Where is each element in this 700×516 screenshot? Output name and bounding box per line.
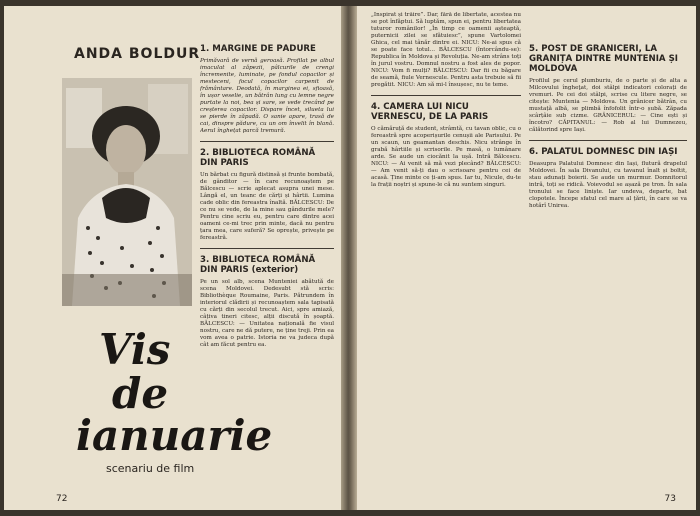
- author-photo: [62, 78, 192, 306]
- film-title-line-3: ianuarie: [76, 411, 273, 460]
- right-page: [357, 6, 696, 510]
- section-heading: 4. CAMERA LUI NICU VERNESCU, DE LA PARIS: [371, 102, 489, 122]
- film-title-line-2: de: [112, 369, 169, 418]
- section-heading: 3. BIBLIOTECA ROMÂNĂ DIN PARIS (exterior): [200, 255, 316, 275]
- right-text-column-2: [529, 44, 687, 492]
- section-body: Un bărbat cu figură distinsă și frunte bombată, de gânditor — în care recunoaștem pe Bălcescu — scrie aplecat asupra unei mese. Lângă el, un teanc de cărți și hârtii. Lumina cade oblic din fereastra înaltă. BĂLCESCU: De ce nu se vede, de la mine sau gândurile mele? Pentru cine scriu eu, pentru care dintre acei oameni ce-mi trec prin minte, dacă nu pentru țara mea, care suferă? Se oprește, privește pe fereastră.: [200, 172, 334, 241]
- section-divider: [529, 140, 687, 141]
- section-heading: 1. MARGINE DE PĂDURE: [200, 44, 316, 54]
- section-heading: 6. PALATUL DOMNESC DIN IAȘI: [529, 147, 678, 157]
- section-heading: 2. BIBLIOTECA ROMÂNĂ DIN PARIS: [200, 148, 316, 168]
- section-divider: [371, 95, 521, 96]
- film-title-line-1: Vis: [99, 325, 171, 374]
- right-text-column-1: [371, 12, 521, 488]
- author-name: ANDA BOLDUR: [74, 46, 201, 62]
- section-body: Deasupra Palatului Domnesc din Iași, flutură drapelul Moldovei. În sala Divanului, cu tavanul înalt și boltit, stau adunați boierii. Se aude un murmur. Domnitorul intră, toți se ridică. Voievodul se așază pe tron. În sala tronului se face liniște. Iar undeva, departe, bat clopotele. Începe sfatul cel mare al țării, în care se va hotărî Unirea.: [529, 161, 687, 209]
- section-body: O cămăruță de student, strâmtă, cu tavan oblic, cu o fereastră spre acoperișurile cenușii ale Parisului. Pe un scaun, un geamantan deschis. Nicu strânge în grabă hârtiile și scrisorile. Pe masă, o lumânare arde. Se aude un ciocănit la ușă. Intră Bălcescu. NICU: — Ai venit să mă vezi plecând? BĂLCESCU: — Am venit să-ți dau o scrisoare pentru cei de acasă. Ține minte ce ți-am spus. Iar tu, Nicule, du-te la frații noștri și spune-le că nu suntem singuri.: [371, 126, 521, 188]
- section-body: „Inspirat și trăire”. Dar, fără de libertate, acestea nu se pot înfăptui. Să luptăm, spun ei, pentru libertatea tuturor românilor! „În timp ce oamenii așteaptă, puternicii zilei se sfătuiesc”, spune Vartolomei Ghica, cel mai tânăr dintre ei. NICU: Ne-ai spus că se poate face totul... BĂLCESCU (întorcându-se): Republica în Moldova și Revoluția. Ne-am strâns toți în jurul vostru. Domnul nostru a fost ales de popor. NICU: Vom fi mulți? BĂLCESCU: Dar fii cu băgare de seamă, fiule Vernescule. Pentru asta trebuie să fii pregătit. NICU: Am să mi-l însușesc, nu te teme.: [371, 12, 521, 88]
- portrait-illustration: [62, 78, 192, 306]
- film-subtitle: scenariu de film: [106, 462, 195, 475]
- book-gutter: [341, 6, 357, 510]
- section-body: Profilul pe cerul plumburiu, de o parte și de alta a Milcovului îngheţat, doi stâlpi indicatori colorați de vremuri. Pe cei doi stâlpi, scrise cu litere negre, se citește: Muntenia — Moldova. Un grănicer bătrân, cu mustață albă, se plimbă înfofolit într-o șubă. Zăpada scârțâie sub cizme. GRĂNICERUL: — Cine ești și încotro? CĂPITANUL: — Rob al lui Dumnezeu, călătorind spre Iași.: [529, 78, 687, 133]
- section-body: Pe un sol alb, scena Munteniei abătută de scena Moldovei. Dedesubt stă scris: Bibliothèque Roumaine, Paris. Pătrundem în interiorul clădirii și recunoaștem sala tapisată cu cărți din secolul trecut. Aici, spre amiază, câțiva tineri citesc, alții discută în șoaptă. BĂLCESCU: — Unitatea națională fie visul nostru, care ne dă putere, ne ține treji. Prin ea vom avea o patrie. Istoria ne va judeca după cât am făcut pentru ea.: [200, 279, 334, 348]
- left-text-column: [200, 44, 334, 492]
- left-page: [4, 6, 341, 510]
- page-number-left: 72: [56, 494, 68, 504]
- page-number-right: 73: [664, 494, 676, 504]
- section-divider: [200, 248, 334, 249]
- section-heading: 5. POST DE GRĂNICERI, LA GRANIȚA DINTRE MUNTENIA ȘI MOLDOVA: [529, 44, 678, 74]
- section-divider: [200, 141, 334, 142]
- section-body: Primăvară de vernă geroasă. Profilat pe albul imaculat al zăpezii, pâlcurile de crengi încremenite, luminate, pe fondul copacilor și mesteceni, focul copacilor carpenit de frământare. Deodată, în marginea ei, sfioasă, în ușor veselie, un bătrân lung cu lemne negre purtate la noi, bea și sare, se vede trecând pe creșterea copacilor. Dispare încet, silueta lui se pierde în zăpadă. O sanie apare, trasă de cai, dinspre pădure, cu un om învelit în blană. Aerul înghețat parcă tremură.: [200, 58, 334, 134]
